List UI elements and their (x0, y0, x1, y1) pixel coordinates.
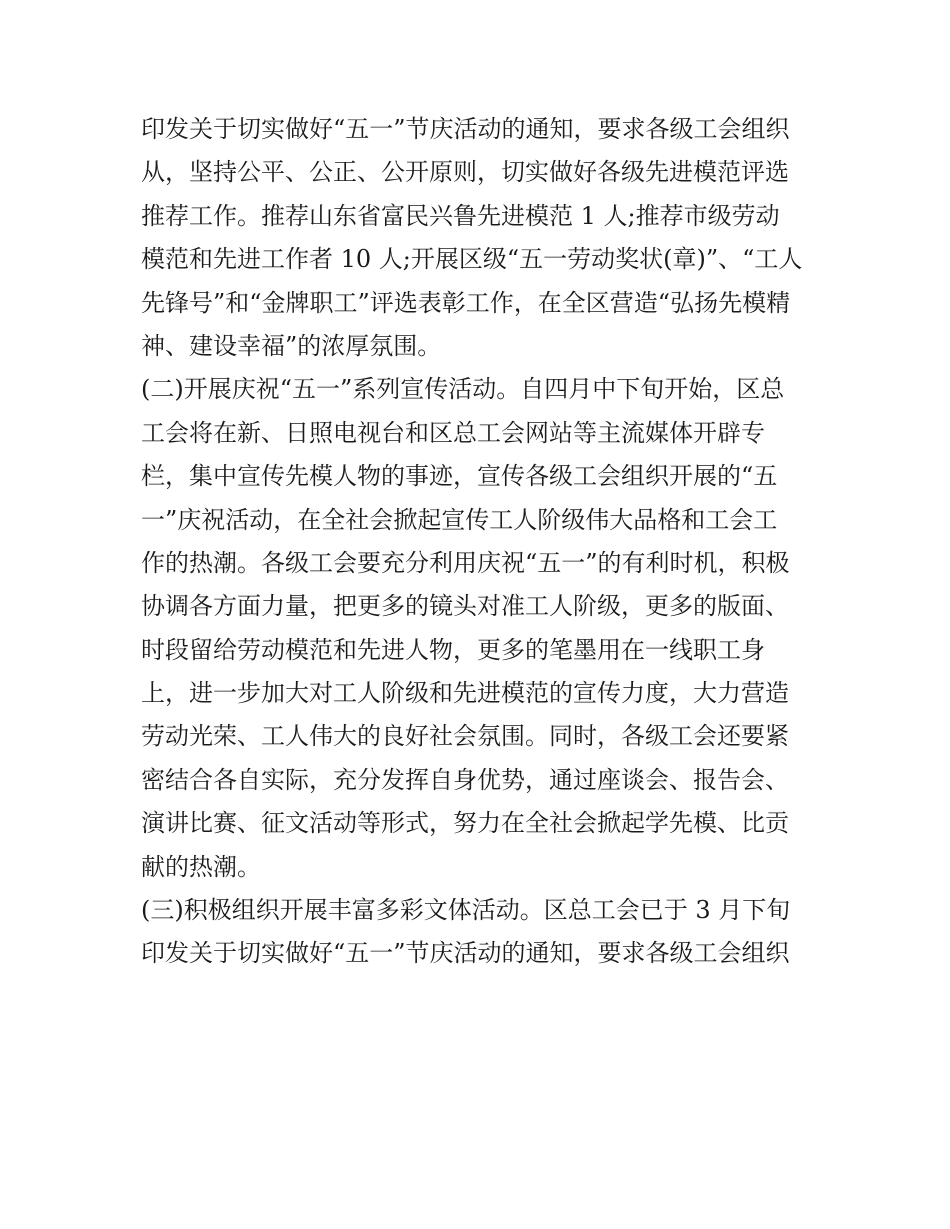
text-line: 先锋号”和“金牌职工”评选表彰工作，在全区营造“弘扬先模精 (141, 288, 791, 317)
text-line: 栏，集中宣传先模人物的事迹，宣传各级工会组织开展的“五 (141, 462, 778, 491)
text-line: 上，进一步加大对工人阶级和先进模范的宣传力度，大力营造 (141, 679, 789, 708)
text-line: 推荐工作。推荐山东省富民兴鲁先进模范 1 人;推荐市级劳动 (141, 201, 780, 230)
text-line: 献的热潮。 (141, 852, 261, 881)
text-line: 印发关于切实做好“五一”节庆活动的通知，要求各级工会组织 (141, 115, 790, 143)
text-line: 一”庆祝活动，在全社会掀起宣传工人阶级伟大品格和工会工 (141, 505, 778, 534)
text-line: 演讲比赛、征文活动等形式，努力在全社会掀起学先模、比贡 (141, 809, 789, 838)
text-line: 劳动光荣、工人伟大的良好社会氛围。同时，各级工会还要紧 (141, 722, 789, 751)
text-line: 协调各方面力量，把更多的镜头对准工人阶级，更多的版面、 (141, 592, 789, 621)
text-line: (三)积极组织开展丰富多彩文体活动。区总工会已于 3 月下旬 (141, 896, 791, 925)
text-line: 从，坚持公平、公正、公开原则，切实做好各级先进模范评选 (141, 158, 789, 187)
text-line: 工会将在新、日照电视台和区总工会网站等主流媒体开辟专 (141, 418, 765, 447)
text-line: 印发关于切实做好“五一”节庆活动的通知，要求各级工会组织 (141, 939, 790, 968)
text-line: (二)开展庆祝“五一”系列宣传活动。自四月中下旬开始，区总 (141, 375, 785, 404)
text-line: 时段留给劳动模范和先进人物，更多的笔墨用在一线职工身 (141, 635, 765, 664)
text-line: 密结合各自实际，充分发挥自身优势，通过座谈会、报告会、 (141, 765, 789, 794)
body-text (141, 108, 831, 976)
text-line: 模范和先进工作者 10 人;开展区级“五一劳动奖状(章)”、“工人 (141, 245, 803, 274)
text-line: 作的热潮。各级工会要充分利用庆祝“五一”的有利时机，积极 (141, 548, 790, 577)
text-line: 神、建设幸福”的浓厚氛围。 (141, 331, 442, 360)
